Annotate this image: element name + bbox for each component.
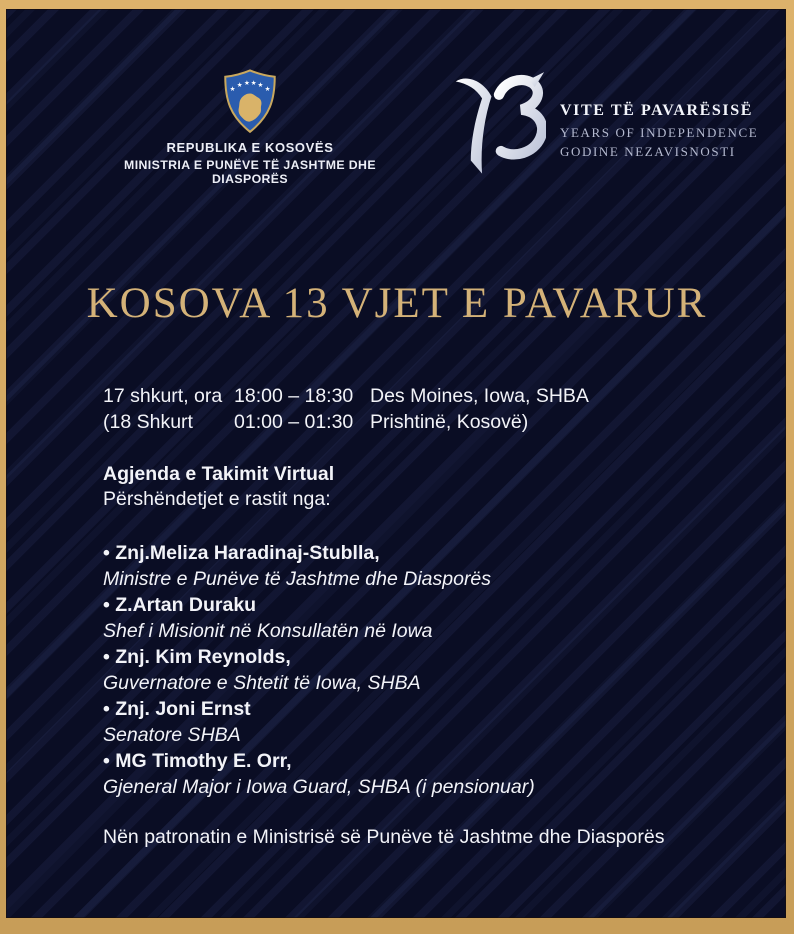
svg-text:★: ★ bbox=[264, 86, 271, 94]
speaker-role: Gjeneral Major i Iowa Guard, SHBA (i pensionuar) bbox=[103, 776, 535, 798]
anniversary-line2: YEARS OF INDEPENDENCE bbox=[560, 125, 759, 140]
speaker-role: Shef i Misionit në Konsullatën në Iowa bbox=[103, 620, 433, 642]
agenda-section bbox=[103, 462, 723, 512]
speaker-role: Senatore SHBA bbox=[103, 724, 241, 746]
ministry-logo bbox=[85, 68, 415, 186]
speaker-name: • Z.Artan Duraku bbox=[103, 594, 257, 616]
anniversary-line1: VITE TË PAVARËSISË bbox=[560, 102, 754, 119]
patronage-line: Nën patronatin e Ministrisë së Punëve të Jashtme dhe Diasporës bbox=[103, 826, 665, 848]
svg-text:★: ★ bbox=[250, 80, 257, 88]
schedule-place: Des Moines, Iowa, SHBA bbox=[370, 385, 589, 407]
ministry-name-line2: MINISTRIA E PUNËVE TË JASHTME DHE DIASPORËS bbox=[124, 158, 376, 186]
svg-text:★: ★ bbox=[229, 86, 236, 94]
ministry-name-line1: REPUBLIKA E KOSOVËS bbox=[166, 140, 334, 155]
speaker-name: • Znj.Meliza Haradinaj-Stublla, bbox=[103, 542, 380, 564]
agenda-heading: Agjenda e Takimit Virtual bbox=[103, 463, 335, 485]
svg-text:★: ★ bbox=[236, 82, 243, 90]
anniversary-logo bbox=[452, 70, 758, 192]
speaker-role: Ministre e Punëve të Jashtme dhe Diasporës bbox=[103, 568, 492, 590]
speaker-role: Guvernatore e Shtetit të Iowa, SHBA bbox=[103, 672, 421, 694]
schedule-time: 01:00 – 01:30 bbox=[234, 411, 354, 433]
anniversary-line3: GODINE NEZAVISNOSTI bbox=[560, 144, 736, 159]
schedule-time: 18:00 – 18:30 bbox=[234, 385, 354, 407]
schedule-date: 17 shkurt, ora bbox=[103, 385, 223, 407]
speaker-name: • MG Timothy E. Orr, bbox=[103, 750, 292, 772]
kosovo-shield-stars-map-icon bbox=[85, 68, 415, 135]
schedule-date: (18 Shkurt bbox=[103, 411, 193, 433]
poster-content bbox=[103, 383, 723, 851]
dove-13-icon bbox=[452, 70, 546, 192]
speaker-name: • Znj. Kim Reynolds, bbox=[103, 646, 291, 668]
anniversary-text bbox=[560, 102, 758, 160]
speaker-name: • Znj. Joni Ernst bbox=[103, 698, 251, 720]
svg-text:★: ★ bbox=[243, 80, 250, 88]
svg-text:★: ★ bbox=[257, 82, 264, 90]
agenda-subheading: Përshëndetjet e rastit nga: bbox=[103, 488, 331, 510]
poster-title: KOSOVA 13 VJET E PAVARUR bbox=[86, 280, 708, 327]
event-schedule bbox=[103, 383, 723, 435]
schedule-place: Prishtinë, Kosovë) bbox=[370, 411, 529, 433]
speakers-list bbox=[103, 540, 723, 800]
